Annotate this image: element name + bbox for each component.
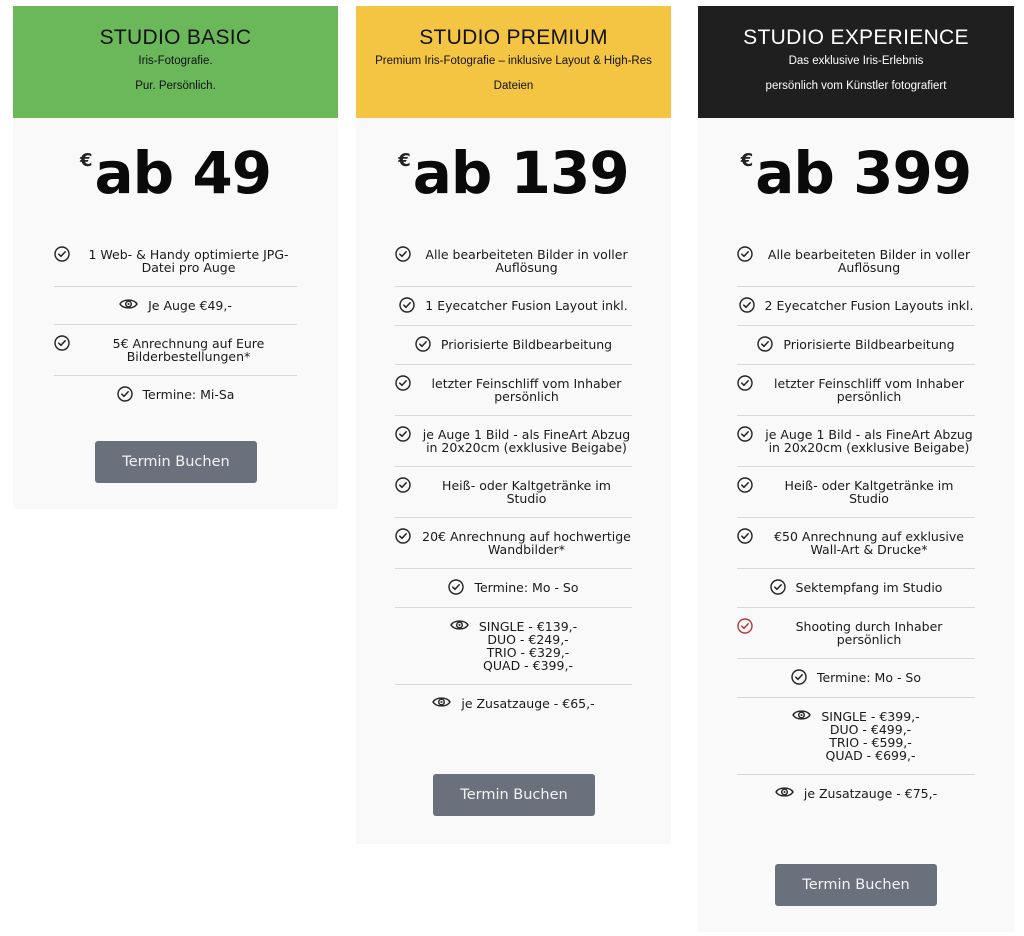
eye-icon	[792, 708, 811, 722]
check-circle-icon	[791, 669, 807, 685]
eye-icon	[432, 695, 451, 709]
feature-item	[54, 376, 297, 414]
plan-title: STUDIO EXPERIENCE	[743, 26, 969, 49]
feature-item	[737, 698, 975, 775]
currency-symbol: €	[398, 150, 411, 171]
check-circle-icon	[54, 246, 70, 262]
check-circle-icon	[54, 335, 70, 351]
feature-item	[395, 518, 632, 569]
feature-text: je Zusatzauge - €65,-	[461, 696, 595, 711]
feature-text: 1 Web- & Handy optimierte JPG-Datei pro Auge	[88, 247, 289, 275]
feature-item	[737, 518, 975, 569]
check-circle-icon	[395, 246, 411, 262]
check-circle-icon	[737, 375, 753, 391]
check-circle-icon	[399, 297, 415, 313]
plan-header	[698, 6, 1014, 118]
check-circle-icon	[117, 386, 133, 402]
feature-text: Alle bearbeiteten Bilder in voller Auflösung	[767, 247, 971, 275]
plan-header	[13, 6, 338, 118]
feature-item	[737, 467, 975, 518]
feature-list	[737, 236, 975, 812]
check-circle-icon	[395, 528, 411, 544]
feature-text: Termine: Mo - So	[816, 670, 922, 685]
plan-subtitle: Iris-Fotografie.	[138, 55, 213, 67]
feature-item	[737, 416, 975, 467]
check-circle-icon	[737, 246, 753, 262]
plan-price	[356, 118, 671, 236]
check-circle-icon	[395, 375, 411, 391]
feature-text: 1 Eyecatcher Fusion Layout inkl.	[425, 298, 628, 313]
feature-text: letzter Feinschliff vom Inhaber persönlich	[431, 376, 622, 404]
feature-list	[54, 236, 297, 414]
eye-icon	[119, 297, 138, 311]
book-appointment-button[interactable]: Termin Buchen	[775, 864, 937, 906]
feature-item	[395, 416, 632, 467]
eye-icon	[450, 618, 469, 632]
feature-item	[395, 608, 632, 685]
check-circle-icon	[757, 336, 773, 352]
check-circle-icon	[770, 579, 786, 595]
feature-text: Heiß- oder Kaltgetränke im Studio	[784, 478, 954, 506]
feature-text: Termine: Mo - So	[474, 580, 579, 595]
feature-text: €50 Anrechnung auf exklusive Wall-Art & Drucke*	[774, 529, 964, 557]
plan-subtitle-2: Pur. Persönlich.	[135, 80, 216, 92]
feature-text: SINGLE - €139,- DUO - €249,- TRIO - €329,- QUAD - €399,-	[478, 619, 578, 673]
feature-item	[737, 659, 975, 698]
currency-symbol: €	[740, 150, 754, 171]
feature-item	[737, 326, 975, 365]
feature-item	[395, 287, 632, 326]
plan-subtitle-2: Dateien	[493, 80, 534, 92]
feature-text: je Zusatzauge - €75,-	[803, 786, 938, 801]
feature-list	[395, 236, 632, 722]
feature-item	[395, 365, 632, 416]
plan-price	[698, 118, 1014, 236]
check-circle-icon	[737, 426, 753, 442]
feature-item	[737, 287, 975, 326]
feature-item	[54, 325, 297, 376]
feature-item	[737, 608, 975, 659]
check-circle-icon	[395, 426, 411, 442]
feature-item	[737, 775, 975, 812]
feature-text: 20€ Anrechnung auf hochwertige Wandbilder*	[422, 529, 631, 557]
feature-text: 2 Eyecatcher Fusion Layouts inkl.	[764, 298, 974, 313]
price-amount: ab 49	[94, 139, 272, 207]
feature-item	[395, 326, 632, 365]
feature-item	[395, 467, 632, 518]
book-appointment-button[interactable]: Termin Buchen	[433, 774, 595, 816]
book-appointment-button[interactable]: Termin Buchen	[95, 441, 257, 483]
eye-icon	[775, 785, 794, 799]
feature-text: Je Auge €49,-	[148, 298, 232, 313]
check-circle-icon	[395, 477, 411, 493]
feature-item	[737, 569, 975, 608]
check-circle-icon	[415, 336, 431, 352]
check-circle-icon	[737, 528, 753, 544]
feature-item	[395, 569, 632, 608]
plan-subtitle: Das exklusive Iris-Erlebnis	[788, 55, 924, 67]
plan-card-premium	[356, 6, 671, 844]
plan-card-basic	[13, 6, 338, 509]
plan-title: STUDIO BASIC	[99, 26, 252, 49]
feature-item	[737, 236, 975, 287]
feature-text: SINGLE - €399,- DUO - €499,- TRIO - €599,- QUAD - €699,-	[821, 709, 920, 763]
plan-title: STUDIO PREMIUM	[419, 26, 608, 49]
feature-text: je Auge 1 Bild - als FineArt Abzug in 20x20cm (exklusive Beigabe)	[765, 427, 973, 455]
plan-subtitle-2: persönlich vom Künstler fotografiert	[765, 80, 947, 92]
feature-text: Shooting durch Inhaber persönlich	[795, 619, 943, 647]
feature-text: Heiß- oder Kaltgetränke im Studio	[442, 478, 611, 506]
plan-header	[356, 6, 671, 118]
feature-item	[54, 236, 297, 287]
price-amount: ab 139	[412, 139, 629, 207]
plan-card-experience	[698, 6, 1014, 932]
feature-text: Sektempfang im Studio	[795, 580, 943, 595]
feature-text: Priorisierte Bildbearbeitung	[440, 337, 613, 352]
feature-item	[395, 685, 632, 722]
plan-subtitle: Premium Iris-Fotografie – inklusive Layout & High-Res	[375, 55, 652, 67]
price-amount: ab 399	[755, 139, 972, 207]
feature-item	[54, 287, 297, 325]
feature-text: je Auge 1 Bild - als FineArt Abzug in 20x20cm (exklusive Beigabe)	[422, 427, 631, 455]
feature-text: Alle bearbeiteten Bilder in voller Auflösung	[425, 247, 628, 275]
check-circle-icon	[737, 477, 753, 493]
feature-item	[395, 236, 632, 287]
feature-text: Priorisierte Bildbearbeitung	[783, 337, 955, 352]
check-circle-icon	[739, 297, 755, 313]
feature-text: letzter Feinschliff vom Inhaber persönlich	[774, 376, 964, 404]
feature-text: Termine: Mi-Sa	[142, 387, 235, 402]
check-circle-icon	[448, 579, 464, 595]
check-circle-red-icon	[737, 618, 753, 634]
currency-symbol: €	[79, 150, 93, 171]
feature-item	[737, 365, 975, 416]
plan-price	[13, 118, 338, 236]
feature-text: 5€ Anrechnung auf Eure Bilderbestellungen*	[112, 336, 265, 364]
